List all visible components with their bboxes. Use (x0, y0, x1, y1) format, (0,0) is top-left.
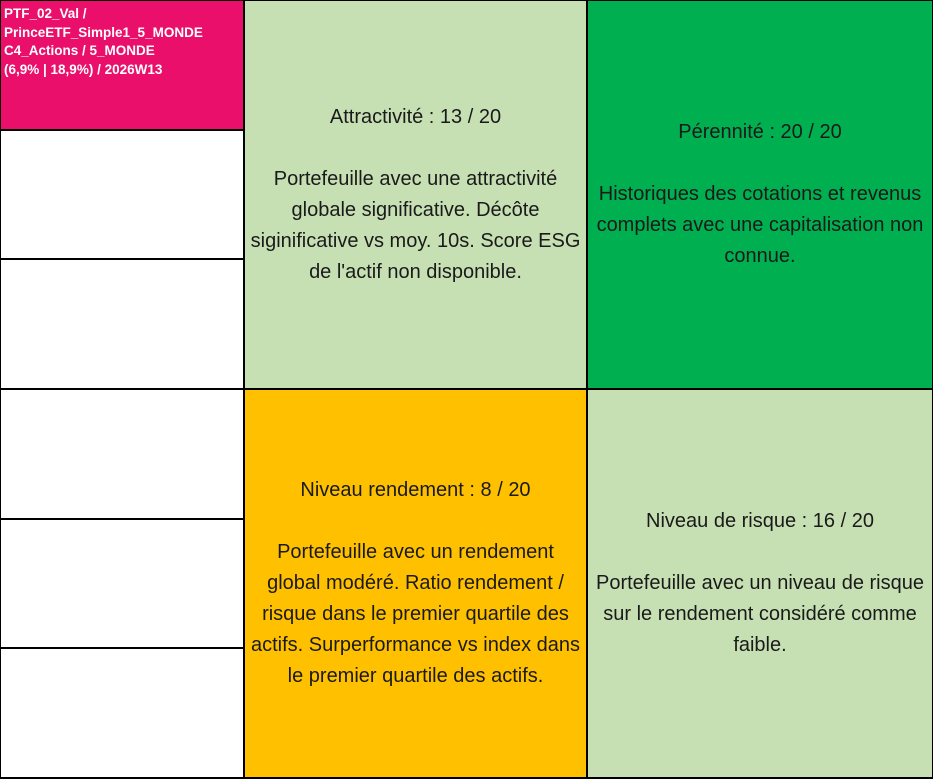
empty-cell (1, 520, 243, 647)
portfolio-header (1, 1, 243, 129)
empty-cell (1, 260, 243, 388)
risque-title: Niveau de risque : 16 / 20 (646, 510, 874, 532)
portfolio-header-line-4: (6,9% | 18,9%) / 2026W13 (4, 61, 163, 77)
attractivite-title: Attractivité : 13 / 20 (329, 105, 502, 128)
rendement-description: Portefeuille avec un rendement global modéré. Ratio rendement / risque dans le premier quartile des actifs. Surperformance vs index dans le premier quartile des actifs. (250, 541, 581, 687)
attractivite-cell (245, 1, 586, 388)
empty-cell (1, 649, 243, 777)
portfolio-header-line-1: PTF_02_Val / (4, 6, 87, 21)
risque-cell (588, 390, 932, 777)
perennite-title: Pérennité : 20 / 20 (678, 121, 842, 143)
perennite-cell (588, 1, 932, 388)
portfolio-header-line-3: C4_Actions / 5_MONDE (4, 43, 155, 58)
empty-cell (1, 131, 243, 258)
attractivite-description: Portefeuille avec une attractivité globale significative. Décôte siginificative vs moy. 10s. Score ESG de l'actif non disponible. (250, 167, 581, 283)
risque-description: Portefeuille avec un niveau de risque sur le rendement considéré comme faible. (596, 572, 924, 656)
rendement-title: Niveau rendement : 8 / 20 (300, 479, 531, 501)
perennite-description: Historiques des cotations et revenus complets avec une capitalisation non connue. (596, 183, 924, 267)
portfolio-header-line-2: PrinceETF_Simple1_5_MONDE (4, 24, 203, 40)
rendement-cell (245, 390, 586, 777)
empty-cell (1, 390, 243, 518)
